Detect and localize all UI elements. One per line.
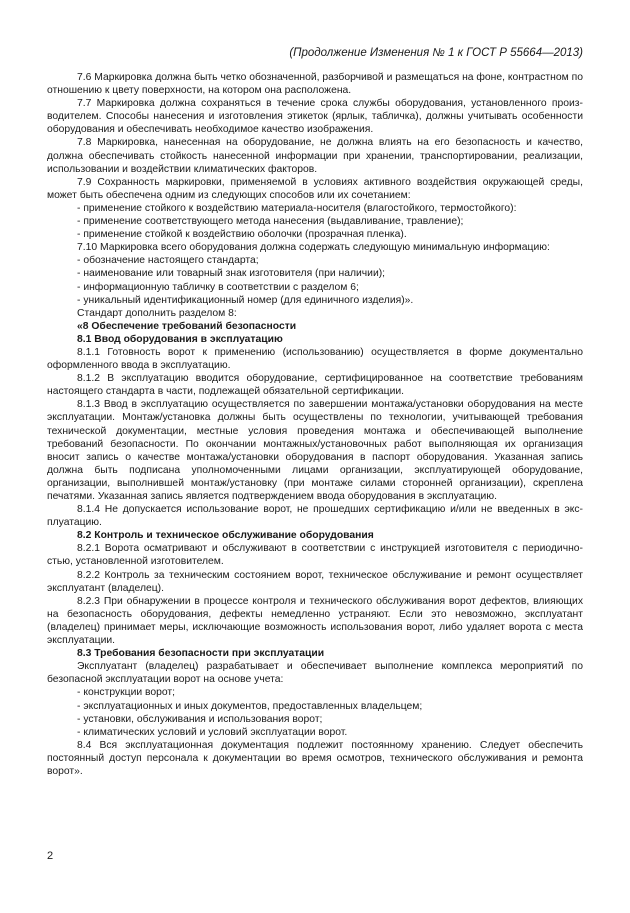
list-item: - информационную табличку в соответствии с разделом 6; [77, 281, 359, 293]
list-item: - эксплуатационных и иных документов, предоставленных владельцем; [77, 700, 423, 712]
list-item: - климатических условий и условий эксплуатации ворот. [77, 726, 348, 738]
page-number: 2 [47, 850, 54, 862]
section-heading: 8.3 Требования безопасности при эксплуатации [77, 648, 325, 660]
paragraph: 7.9 Сохранность маркировки, применяемой в условиях активного воздействия окружающей среды, может быть обеспечена одним из следующих способов или их сочетанием: [47, 176, 583, 201]
paragraph: 8.2.3 При обнаружении в процессе контроля и технического обслуживания ворот дефектов, влияющих на безопасность оборудования, дефекты немедленно устраняют. Если это невозможно, эксплуатант (владелец) принимает меры, исключающие возможность использования ворот, либо удаляет ворота с места эксплуатации. [47, 595, 583, 647]
paragraph: 7.8 Маркировка, нанесенная на оборудование, не должна влиять на его безопасность и качество, должна обеспечивать стойкость нанесенной информации при хранении, транспортировании, реализации, использовании и воздействии климатических факторов. [47, 137, 583, 175]
paragraph: 7.7 Маркировка должна сохраняться в течение срока службы оборудования, установленного производителем. Способы нанесения и изготовления этикеток (ярлык, табличка), должны учитывать особенности оборудования и обеспечивать необходимое качество изображения. [47, 98, 583, 136]
list-item: - применение соответствующего метода нанесения (выдавливание, травление); [77, 216, 464, 228]
paragraph: 8.2.2 Контроль за техническим состоянием ворот, техническое обслуживание и ремонт осуществляет эксплуатант (владелец). [47, 569, 583, 594]
list-item: - установки, обслуживания и использования ворот; [77, 713, 323, 725]
paragraph: 8.1.2 В эксплуатацию вводится оборудование, сертифицированное на соответствие требованиям настоящего стандарта в части, подлежащей обязательной сертификации. [47, 373, 583, 398]
section-heading: 8.2 Контроль и техническое обслуживание оборудования [77, 530, 374, 542]
paragraph: 8.2.1 Ворота осматривают и обслуживают в соответствии с инструкцией изготовителя с периодичностью, установленной изготовителем. [47, 543, 583, 568]
list-item: - конструкции ворот; [77, 687, 176, 699]
paragraph: 8.1.1 Готовность ворот к применению (использованию) осуществляется в форме документально оформленного ввода в эксплуатацию. [47, 346, 583, 372]
list-item: - применение стойкой к воздействию оболочки (прозрачная пленка). [77, 229, 407, 241]
list-item: Стандарт дополнить разделом 8: [77, 307, 237, 319]
list-item: - уникальный идентификационный номер (для единичного изделия)». [77, 294, 414, 306]
section-heading: 8.1 Ввод оборудования в эксплуатацию [77, 333, 283, 345]
list-item: 7.10 Маркировка всего оборудования должна содержать следующую минимальную информацию: [77, 242, 550, 254]
paragraph: 8.1.4 Не допускается использование ворот, не прошедших сертификацию и/или не введенных в эксплуатацию. [47, 504, 583, 529]
paragraph: 8.4 Вся эксплуатационная документация подлежит постоянному хранению. Следует обеспечить постоянный доступ персонала к документации во время осмотров, технического обслуживания и ремонта ворот». [47, 739, 583, 777]
list-item: - наименование или товарный знак изготовителя (при наличии); [77, 268, 386, 280]
paragraph: 7.6 Маркировка должна быть четко обозначенной, разборчивой и размещаться на фоне, контрастном по отношению к цвету поверхности, на котором она расположена. [47, 72, 583, 97]
section-heading: «8 Обеспечение требований безопасности [77, 320, 297, 332]
paragraph: 8.1.3 Ввод в эксплуатацию осуществляется по завершении монтажа/установки оборудования на месте эксплуатации. Монтаж/установка должны быть осуществлены по технологии, учитывающей требования технической документации, местные условия проведения монтажа и обеспечивающей выполнение требований безопасности. По окончании монтажных/установочных работ выполняющая их организация вносит запись о качестве монтажа/установки оборудования в паспорт оборудования. Указанная запись должна быть подписана уполномоченными лицами организации, эксплуатирующей оборудование, организации, выполнившей монтаж/установку (при монтаже силами сторонней организации), скреплена печатями. Указанная запись является подтверждением ввода оборудования в эксплуатацию. [47, 399, 583, 502]
list-item: - обозначение настоящего стандарта; [77, 255, 259, 267]
paragraph: Эксплуатант (владелец) разрабатывает и обеспечивает выполнение комплекса мероприятий по безопасной эксплуатации ворот на основе учета: [47, 661, 583, 686]
running-header: (Продолжение Изменения № 1 к ГОСТ Р 55664—2013) [289, 47, 583, 59]
list-item: - применение стойкого к воздействию материала-носителя (влагостойкого, термостойкого): [77, 202, 517, 214]
document-body [47, 71, 583, 778]
